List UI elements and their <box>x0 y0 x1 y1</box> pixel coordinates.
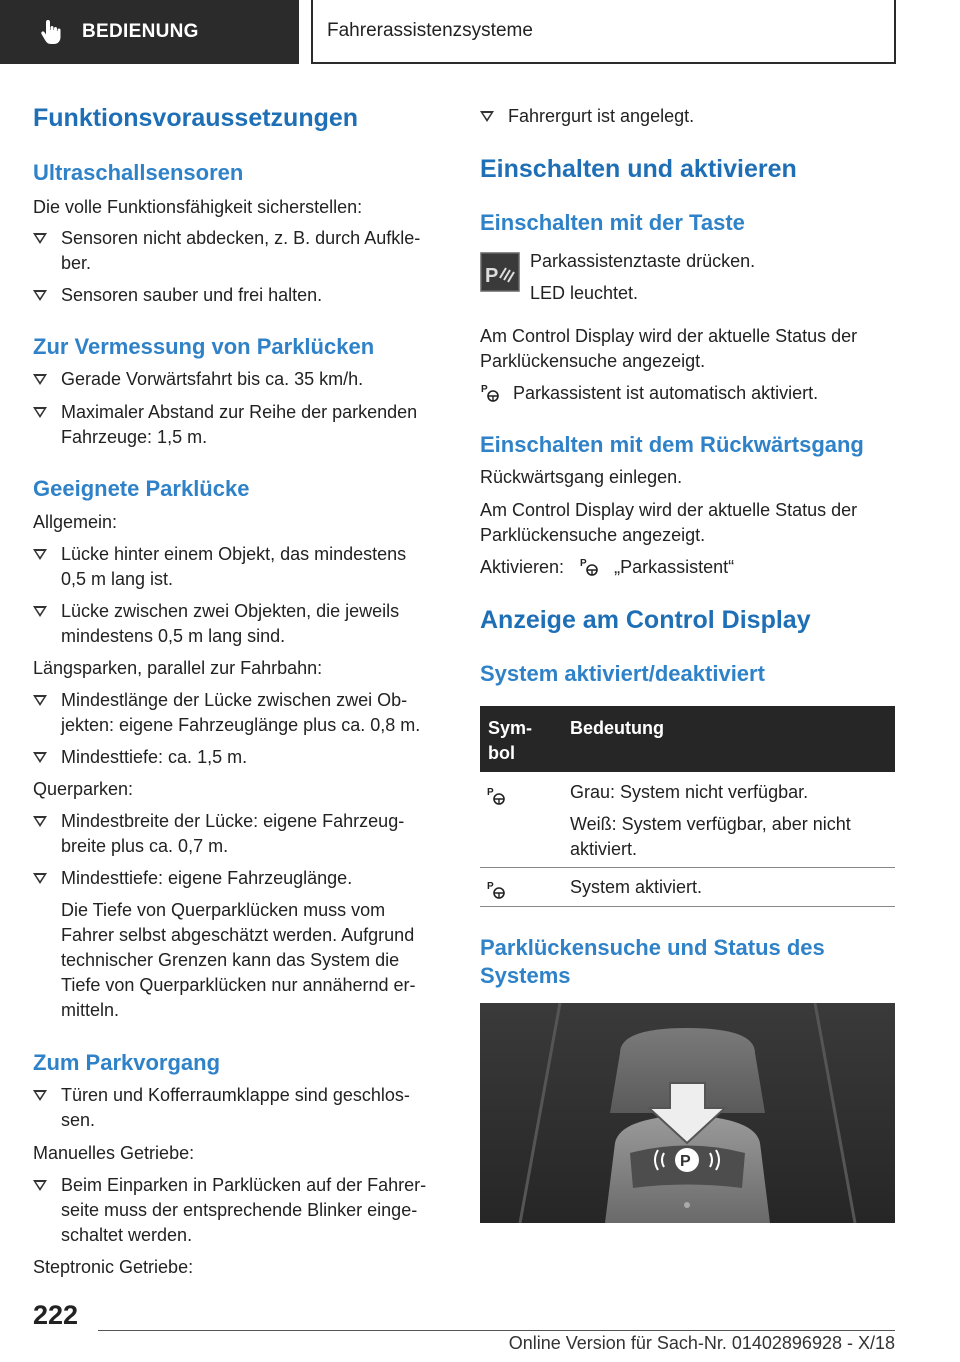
list-item: Gerade Vorwärtsfahrt bis ca. 35 km/h. <box>33 367 363 392</box>
heading-ultraschallsensoren: Ultraschallsensoren <box>33 160 244 185</box>
bullet-triangle-icon <box>33 752 47 763</box>
heading-system-aktiviert: System aktiviert/deaktiviert <box>480 661 765 686</box>
paragraph: Steptronic Getriebe: <box>33 1257 194 1277</box>
svg-text:P: P <box>487 787 494 798</box>
svg-text:P: P <box>485 265 499 287</box>
svg-text:P: P <box>481 384 488 395</box>
section-title: BEDIENUNG <box>82 21 199 42</box>
park-assist-icon <box>486 784 508 806</box>
paragraph: Aktivieren: P „Parkassistent“ <box>480 557 735 577</box>
chapter-tab <box>311 0 896 64</box>
bullet-triangle-icon <box>33 374 47 385</box>
list-item: Mindesttiefe: eigene Fahrzeuglänge. <box>33 866 352 891</box>
bullet-triangle-icon <box>33 290 47 301</box>
svg-text:P: P <box>580 558 587 569</box>
list-item: Fahrergurt ist angelegt. <box>480 104 694 129</box>
heading-zum-parkvorgang: Zum Parkvorgang <box>33 1050 221 1075</box>
footer-divider <box>98 1330 895 1331</box>
paragraph: Rückwärtsgang einlegen. <box>480 467 683 487</box>
bullet-triangle-icon <box>33 233 47 244</box>
table-row: System aktiviert. <box>570 877 703 897</box>
bullet-triangle-icon <box>33 606 47 617</box>
svg-text:P: P <box>487 881 494 892</box>
table-row: Grau: System nicht verfügbar. Weiß: System verfügbar, aber nicht aktiviert. <box>570 782 851 859</box>
paragraph: LED leuchtet. <box>530 283 639 303</box>
heading-anzeige-control-display: Anzeige am Control Display <box>480 606 811 634</box>
bullet-triangle-icon <box>480 111 494 122</box>
control-display-illustration <box>480 1003 895 1223</box>
table-header <box>480 706 895 772</box>
list-item: Sensoren sauber und frei halten. <box>33 283 322 308</box>
table-divider <box>480 867 895 868</box>
park-assist-icon <box>579 555 601 577</box>
bullet-triangle-icon <box>33 873 47 884</box>
paragraph: Parkassistenztaste drücken. <box>530 251 756 271</box>
bullet-triangle-icon <box>33 407 47 418</box>
bullet-triangle-icon <box>33 816 47 827</box>
heading-einschalten-rueckwaertsgang: Einschalten mit dem Rückwärtsgang <box>480 432 864 457</box>
table-header-symbol: Sym‐ bol <box>488 718 533 763</box>
hand-pointer-icon <box>40 19 64 45</box>
list-item: Beim Einparken in Parklücken auf der Fahrer‐ seite muss der entsprechende Blinker einge‐ schaltet werden. <box>33 1173 426 1248</box>
list-item: Türen und Kofferraumklappe sind geschlos‐ sen. <box>33 1083 410 1133</box>
bullet-triangle-icon <box>33 1090 47 1101</box>
paragraph: Querparken: <box>33 779 134 799</box>
page-header <box>0 0 960 66</box>
chapter-title: Fahrerassistenzsysteme <box>327 20 533 41</box>
svg-text:P: P <box>680 1153 691 1170</box>
list-item: Maximaler Abstand zur Reihe der parkenden Fahrzeuge: 1,5 m. <box>33 400 417 450</box>
parking-scene-image <box>480 1003 895 1223</box>
paragraph: Manuelles Getriebe: <box>33 1143 195 1163</box>
paragraph: Längsparken, parallel zur Fahrbahn: <box>33 658 323 678</box>
note-paragraph: Die Tiefe von Querparklücken muss vom Fahrer selbst abgeschätzt werden. Aufgrund technischer Grenzen kann das System die Tiefe von Querparklücken nur annähernd er‐ mitteln. <box>61 900 416 1020</box>
paragraph: Die volle Funktionsfähigkeit sicherstellen: <box>33 197 363 217</box>
list-item: Mindestlänge der Lücke zwischen zwei Ob‐ jekten: eigene Fahrzeuglänge plus ca. 0,8 m. <box>33 688 420 738</box>
list-item: Lücke hinter einem Objekt, das mindestens 0,5 m lang ist. <box>33 542 406 592</box>
paragraph: Am Control Display wird der aktuelle Status der Parklückensuche angezeigt. <box>480 500 858 545</box>
page-number: 222 <box>33 1300 79 1330</box>
paragraph: Am Control Display wird der aktuelle Status der Parklückensuche angezeigt. <box>480 326 858 371</box>
bullet-triangle-icon <box>33 695 47 706</box>
list-item: Lücke zwischen zwei Objekten, die jeweils mindestens 0,5 m lang sind. <box>33 599 399 649</box>
heading-parklueckensuche: Parklückensuche und Status des Systems <box>480 935 825 988</box>
paragraph: P Parkassistent ist automatisch aktiviert. <box>481 383 819 403</box>
park-assist-active-icon <box>480 381 502 403</box>
park-assist-button-icon <box>480 252 520 292</box>
heading-vermessung: Zur Vermessung von Parklücken <box>33 334 375 359</box>
list-item: Mindestbreite der Lücke: eigene Fahrzeug‐ breite plus ca. 0,7 m. <box>33 809 404 859</box>
paragraph: Allgemein: <box>33 512 118 532</box>
heading-einschalten-taste: Einschalten mit der Taste <box>480 210 745 235</box>
bullet-triangle-icon <box>33 1180 47 1191</box>
heading-geeignete-parkluecke: Geeignete Parklücke <box>33 476 250 501</box>
section-tab <box>0 0 299 64</box>
heading-einschalten-aktivieren: Einschalten und aktivieren <box>480 155 797 183</box>
park-assist-active-icon <box>486 878 508 900</box>
table-header-bedeutung: Bedeutung <box>570 718 664 738</box>
list-item: Mindesttiefe: ca. 1,5 m. <box>33 745 247 770</box>
footer-online-version: Online Version für Sach-Nr. 01402896928 - X/18 <box>508 1333 895 1353</box>
table-divider <box>480 906 895 907</box>
list-item: Sensoren nicht abdecken, z. B. durch Aufkle‐ ber. <box>33 226 420 276</box>
bullet-triangle-icon <box>33 549 47 560</box>
heading-funktionsvoraussetzungen: Funktionsvoraussetzungen <box>33 104 359 132</box>
